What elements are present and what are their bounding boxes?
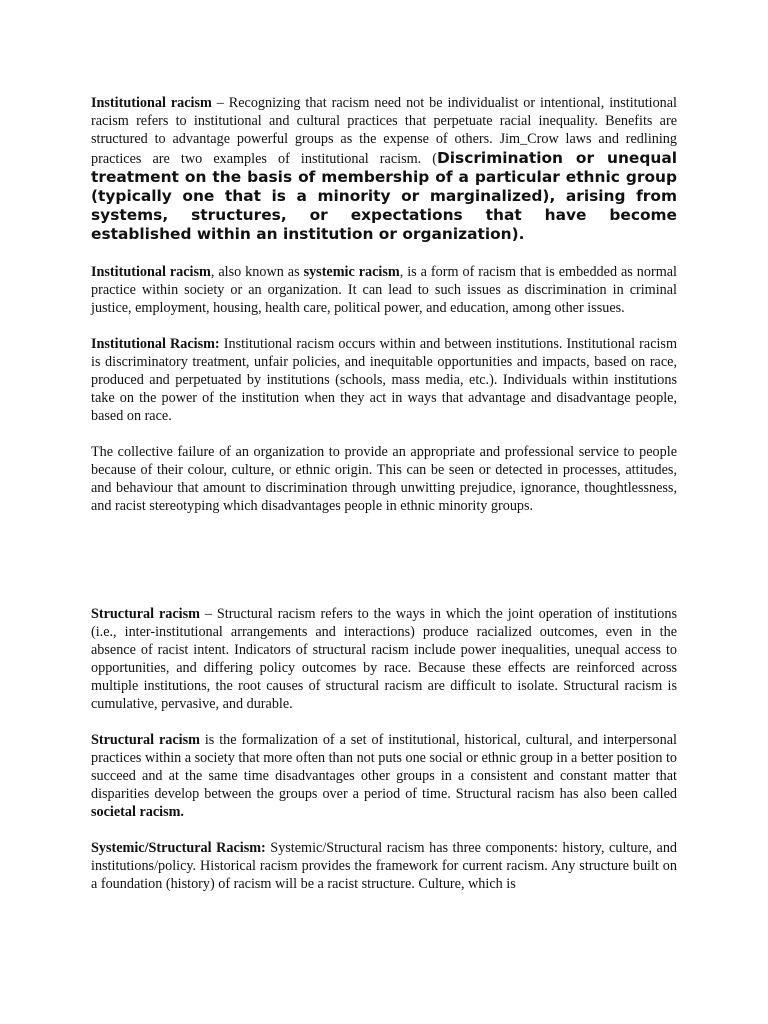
term-societal-racism: societal racism. <box>91 803 184 820</box>
paragraph-systemic-structural-racism <box>91 839 677 893</box>
paragraph-text: Institutional racism occurs within and between institutions. Institutional racism is discriminatory treatment, unfair policies, and inequitable opportunities and impacts, based on race, produced and perpetuated by institutions (schools, mass media, etc.). Individuals within institutions take on the power of the institution when they act in ways that advantage and disadvantage people, based on race. <box>91 335 677 424</box>
paragraph-structural-racism-1 <box>91 605 677 713</box>
term-institutional-racism: Institutional racism <box>91 263 211 280</box>
paragraph-text: is the formalization of a set of institutional, historical, cultural, and interpersonal practices within a society that more often than not puts one social or ethnic group in a better position to succeed and at the same time disadvantages other groups in a consistent and constant matter that disparities develop between the groups over a period of time. Structural racism has also been called <box>91 731 677 802</box>
document-page <box>91 94 677 911</box>
definition-emphasis: Discrimination or unequal treatment on the basis of membership of a particular ethnic group (typically one that is a minority or marginalized), arising from systems, structures, or expectations that have become established within an institution or organization). <box>91 148 677 244</box>
paragraph-text: , also known as <box>210 263 304 280</box>
term-institutional-racism-heading: Institutional Racism: <box>91 335 220 352</box>
term-systemic-racism: systemic racism <box>303 263 400 280</box>
paragraph-structural-racism-2 <box>91 731 677 821</box>
paragraph-institutional-racism-1 <box>91 94 677 245</box>
paragraph-text: Systemic/Structural racism has three components: history, culture, and institutions/policy. Historical racism provides the framework for current racism. Any structure built on a foundation (history) of racism will be a racist structure. Culture, which is <box>91 839 678 892</box>
term-structural-racism: Structural racism <box>91 731 200 748</box>
paragraph-institutional-racism-3 <box>91 335 677 425</box>
blank-space <box>91 533 677 605</box>
paragraph-collective-failure <box>91 443 677 515</box>
paragraph-text: – Structural racism refers to the ways in which the joint operation of institutions (i.e., inter-institutional arrangements and interactions) produce racialized outcomes, even in the absence of racist intent. Indicators of structural racism include power inequalities, unequal access to opportunities, and differing policy outcomes by race. Because these effects are reinforced across multiple institutions, the root causes of structural racism are difficult to isolate. Structural racism is cumulative, pervasive, and durable. <box>91 605 677 712</box>
term-systemic-structural-racism: Systemic/Structural Racism: <box>91 839 266 856</box>
paragraph-text: – Recognizing that racism need not be individualist or intentional, institutional racism refers to institutional and cultural practices that perpetuate racial inequality. Benefits are structured to advantage powerful groups as the expense of others. Jim_Crow laws and redlining practices are two examples of institutional racism. ( <box>91 95 677 167</box>
paragraph-text: , is a form of racism that is embedded as normal practice within society or an organization. It can lead to such issues as discrimination in criminal justice, employment, housing, health care, political power, and education, among other issues. <box>91 263 677 316</box>
term-structural-racism: Structural racism <box>91 605 200 622</box>
paragraph-text: The collective failure of an organization to provide an appropriate and professional service to people because of their colour, culture, or ethnic origin. This can be seen or detected in processes, attitudes, and behaviour that amount to discrimination through unwitting prejudice, ignorance, thoughtlessness, and racist stereotyping which disadvantages people in ethnic minority groups. <box>91 443 677 514</box>
term-institutional-racism: Institutional racism <box>91 95 212 111</box>
paragraph-institutional-racism-2 <box>91 263 677 317</box>
